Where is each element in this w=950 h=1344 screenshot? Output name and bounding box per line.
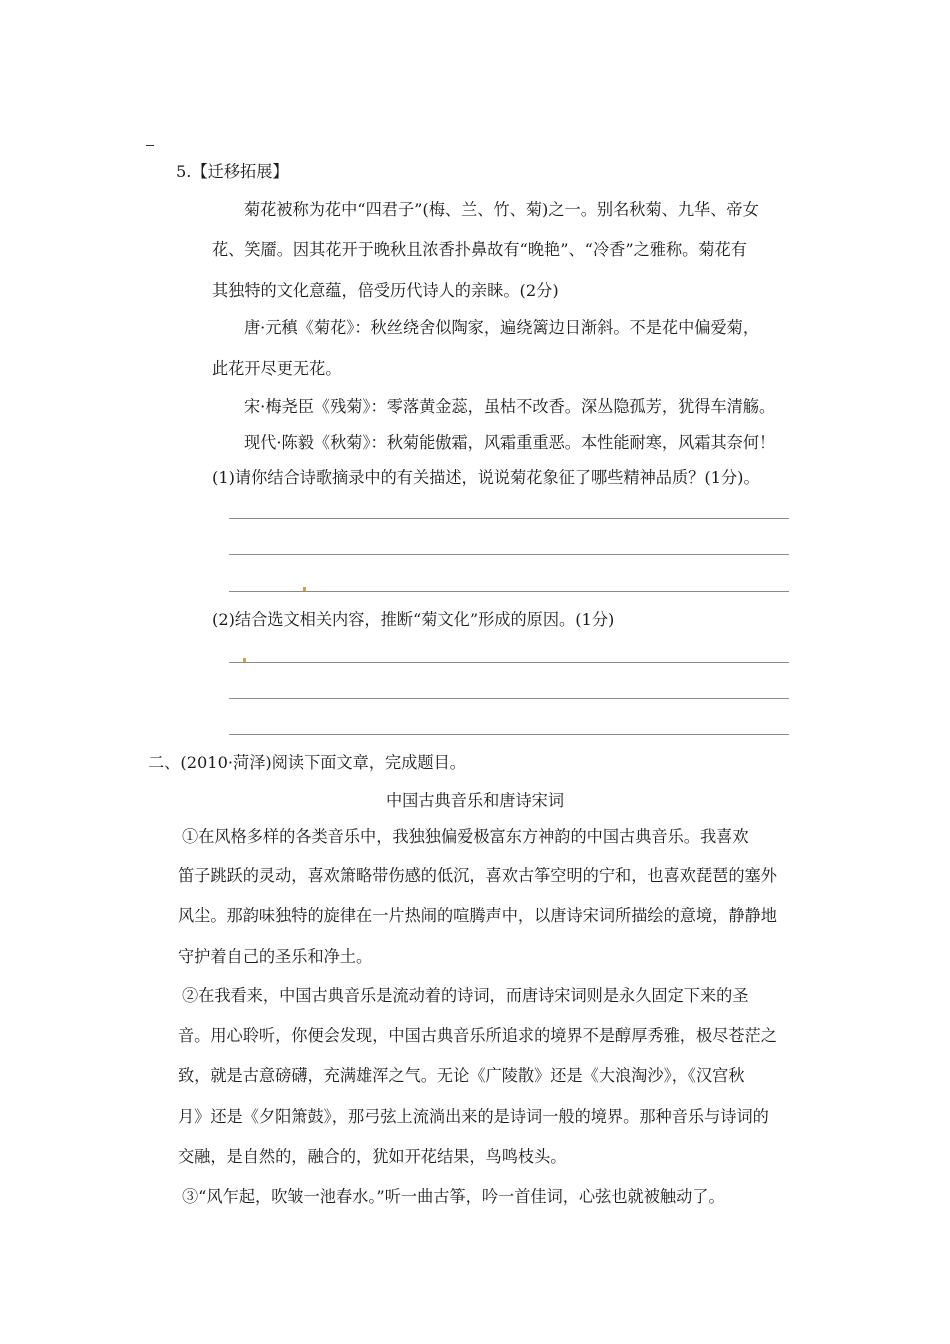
- ink-speck: [303, 587, 306, 591]
- para-2-line-1: ②在我看来，中国古典音乐是流动着的诗词，而唐诗宋词则是永久固定下来的圣: [182, 986, 749, 1005]
- answer-line-2-2[interactable]: [229, 698, 789, 699]
- article-title: 中国古典音乐和唐诗宋词: [385, 791, 565, 810]
- poem-tang-line-1: 唐·元稹《菊花》：秋丝绕舍似陶家，遍绕篱边日渐斜。不是花中偏爱菊，: [244, 318, 760, 337]
- para-2-line-3: 致，就是古意磅礴，充满雄浑之气。无论《广陵散》还是《大浪淘沙》，《汉宫秋: [178, 1066, 745, 1085]
- intro-line-3: 其独特的文化意蕴，倍受历代诗人的亲睐。(2分): [212, 281, 559, 300]
- question-5-heading: 5.【迁移拓展】: [176, 162, 289, 181]
- answer-line-1-1[interactable]: [229, 518, 789, 519]
- para-1-line-2: 笛子跳跃的灵动，喜欢箫略带伤感的低沉，喜欢古筝空明的宁和，也喜欢琵琶的塞外: [178, 866, 777, 885]
- para-3-line-1: ③“风乍起，吹皱一池春水。”听一曲古筝，吟一首佳词，心弦也就被触动了。: [182, 1187, 725, 1206]
- margin-mark: [146, 145, 154, 146]
- para-2-line-4: 月》还是《夕阳箫鼓》，那弓弦上流淌出来的是诗词一般的境界。那种音乐与诗词的: [178, 1107, 769, 1126]
- sub-question-2: (2)结合选文相关内容，推断“菊文化”形成的原因。(1分): [212, 610, 615, 629]
- para-1-line-1: ①在风格多样的各类音乐中，我独独偏爱极富东方神韵的中国古典音乐。我喜欢: [182, 827, 749, 846]
- poem-modern: 现代·陈毅《秋菊》：秋菊能傲霜，风霜重重恶。本性能耐寒，风霜其奈何！: [244, 433, 776, 452]
- para-1-line-4: 守护着自己的圣乐和净土。: [178, 947, 373, 966]
- para-2-line-2: 音。用心聆听，你便会发现，中国古典音乐所追求的境界不是醇厚秀雅，极尽苍茫之: [178, 1026, 777, 1045]
- intro-line-2: 花、笑靥。因其花开于晚秋且浓香扑鼻故有“晚艳”、“冷香”之雅称。菊花有: [212, 240, 747, 259]
- para-1-line-3: 风尘。那韵味独特的旋律在一片热闹的喧腾声中，以唐诗宋词所描绘的意境，静静地: [178, 906, 777, 925]
- sub-question-1: (1)请你结合诗歌摘录中的有关描述，说说菊花象征了哪些精神品质？(1分)。: [212, 468, 760, 487]
- answer-line-1-2[interactable]: [229, 554, 789, 555]
- answer-line-2-1[interactable]: [229, 662, 789, 663]
- part-2-heading: 二、(2010·菏泽)阅读下面文章，完成题目。: [148, 753, 466, 772]
- poem-tang-line-2: 此花开尽更无花。: [212, 359, 342, 378]
- intro-line-1: 菊花被称为花中“四君子”(梅、兰、竹、菊)之一。别名秋菊、九华、帝女: [244, 200, 759, 219]
- answer-line-2-3[interactable]: [229, 734, 789, 735]
- answer-line-1-3[interactable]: [229, 591, 789, 592]
- para-2-line-5: 交融，是自然的，融合的，犹如开花结果，鸟鸣枝头。: [178, 1147, 567, 1166]
- ink-speck: [243, 658, 246, 662]
- poem-song: 宋·梅尧臣《残菊》：零落黄金蕊，虽枯不改香。深丛隐孤芳，犹得车清觞。: [244, 397, 776, 416]
